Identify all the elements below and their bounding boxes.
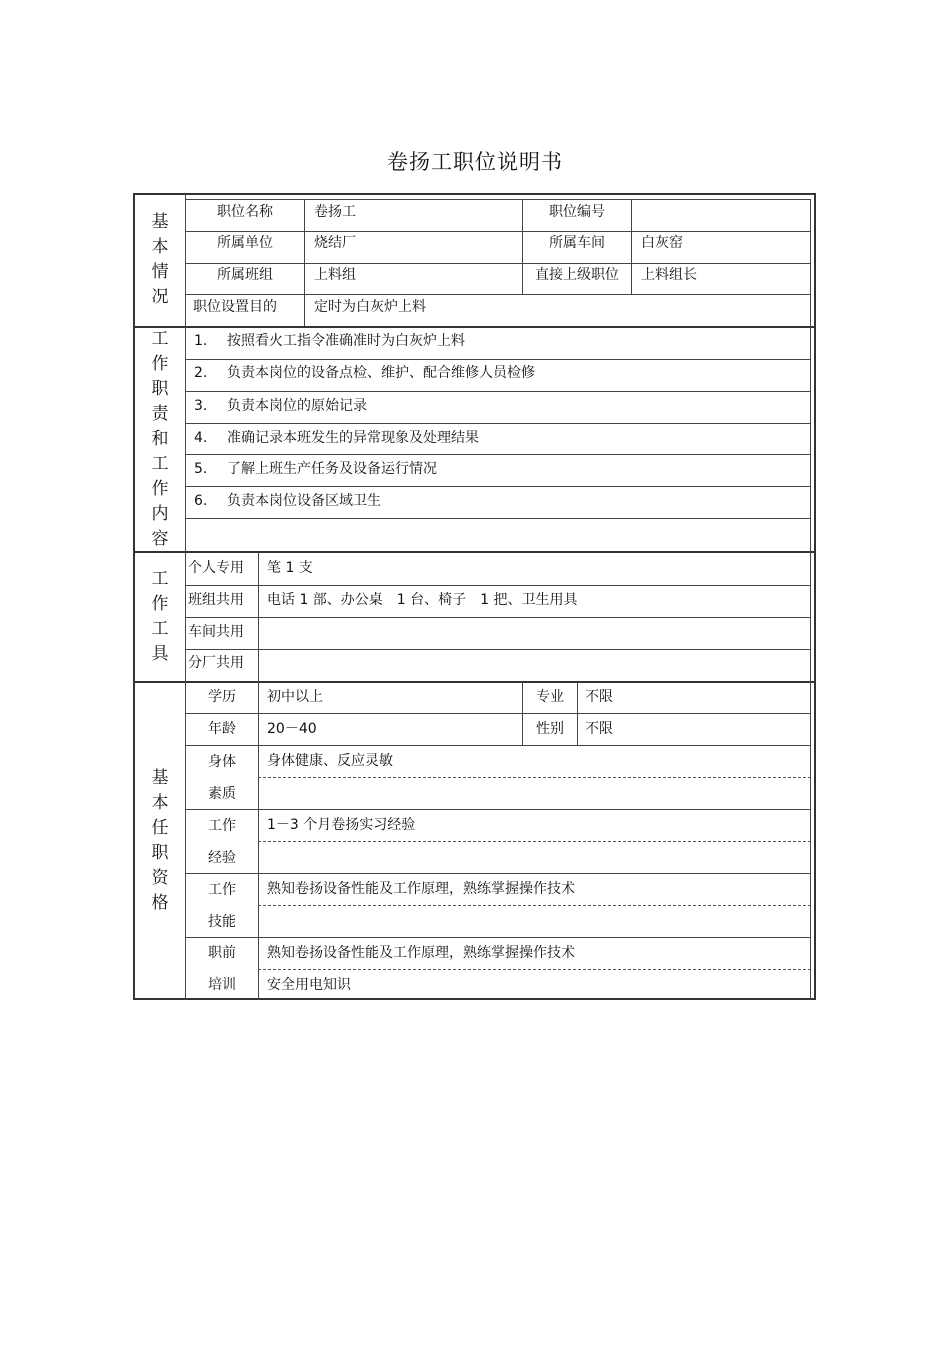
tools-label: 工 作 工 具	[151, 568, 169, 664]
duty-item-1: 1. 按照看火工指令准确准时为白灰炉上料	[194, 333, 465, 349]
training-value-1: 熟知卷扬设备性能及工作原理，熟练掌握操作技术	[267, 945, 575, 961]
duty-item-4: 4. 准确记录本班发生的异常现象及处理结果	[194, 430, 479, 446]
gender-label: 性别	[536, 721, 564, 737]
qualifications-label: 基 本 任 职 资 格	[151, 767, 169, 913]
document-title: 卷扬工职位说明书	[387, 150, 563, 174]
tools-section	[133, 551, 816, 682]
duty-item-2: 2. 负责本岗位的设备点检、维护、配合维修人员检修	[194, 365, 535, 381]
purpose-label: 职位设置目的	[193, 299, 277, 315]
age-label: 年龄	[208, 721, 236, 737]
experience-label-line2: 经验	[208, 850, 236, 866]
tools-team-label: 班组共用	[188, 592, 244, 608]
duties-section	[133, 326, 816, 552]
position-name-value: 卷扬工	[314, 204, 356, 220]
team-value: 上料组	[314, 267, 356, 283]
purpose-value: 定时为白灰炉上料	[314, 299, 426, 315]
duty-item-6: 6. 负责本岗位设备区域卫生	[194, 493, 381, 509]
physical-label-line2: 素质	[208, 786, 236, 802]
education-label: 学历	[208, 689, 236, 705]
qualifications-section	[133, 681, 816, 1000]
unit-value: 烧结厂	[314, 235, 356, 251]
superior-label: 直接上级职位	[535, 267, 619, 283]
major-label: 专业	[536, 689, 564, 705]
age-value: 20－40	[267, 721, 317, 737]
position-code-label: 职位编号	[549, 204, 605, 220]
tools-personal-value: 笔 1 支	[267, 560, 313, 576]
skills-label-line1: 工作	[208, 882, 236, 898]
superior-value: 上料组长	[641, 267, 697, 283]
duties-label: 工 作 职 责 和 工 作 内 容	[151, 328, 169, 549]
skills-value: 熟知卷扬设备性能及工作原理，熟练掌握操作技术	[267, 881, 575, 897]
skills-label-line2: 技能	[208, 914, 236, 930]
tools-workshop-label: 车间共用	[188, 624, 244, 640]
major-value: 不限	[585, 689, 613, 705]
basic-info-label: 基 本 情 况	[151, 212, 169, 307]
gender-value: 不限	[585, 721, 613, 737]
team-label: 所属班组	[217, 267, 273, 283]
physical-label-line1: 身体	[208, 754, 236, 770]
training-label-line1: 职前	[208, 945, 236, 961]
experience-value: 1－3 个月卷扬实习经验	[267, 817, 416, 833]
tools-personal-label: 个人专用	[188, 560, 244, 576]
training-value-2: 安全用电知识	[267, 977, 351, 993]
training-label-line2: 培训	[208, 977, 236, 993]
tools-team-value: 电话 1 部、办公桌 1 台、椅子 1 把、卫生用具	[267, 592, 578, 608]
basic-info-section	[133, 193, 816, 327]
workshop-label: 所属车间	[549, 235, 605, 251]
education-value: 初中以上	[267, 689, 323, 705]
unit-label: 所属单位	[217, 235, 273, 251]
position-name-label: 职位名称	[217, 204, 273, 220]
experience-label-line1: 工作	[208, 818, 236, 834]
physical-value: 身体健康、反应灵敏	[267, 753, 393, 769]
duty-item-5: 5. 了解上班生产任务及设备运行情况	[194, 461, 437, 477]
duty-item-3: 3. 负责本岗位的原始记录	[194, 398, 367, 414]
tools-branch-label: 分厂共用	[188, 655, 244, 671]
workshop-value: 白灰窑	[641, 235, 683, 251]
